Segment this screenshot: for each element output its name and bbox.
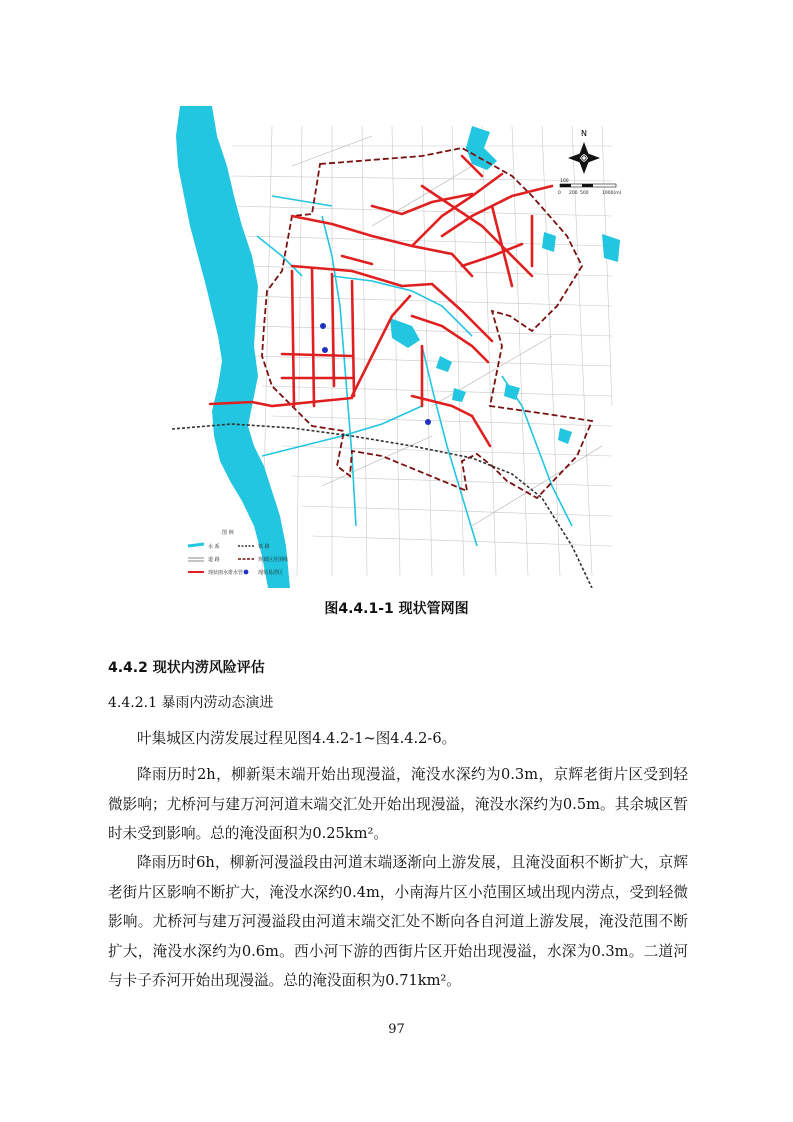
north-arrow-icon	[568, 129, 600, 174]
scale-tick-0: 0	[558, 191, 561, 196]
legend-item-water	[188, 543, 220, 550]
svg-text:现状易涝区: 现状易涝区	[258, 570, 284, 576]
pipe-network-map	[172, 106, 624, 588]
svg-text:现状雨水排水管: 现状雨水排水管	[208, 570, 244, 576]
legend-title: 图 例	[222, 530, 234, 536]
svg-text:道 路: 道 路	[208, 557, 220, 563]
scale-top-label: 100	[560, 179, 569, 184]
scale-tick-2: 500	[580, 191, 589, 196]
legend-item-railway	[238, 543, 270, 550]
paragraph-2: 降雨历时2h，柳新渠末端开始出现漫溢，淹没水深约为0.3m，京辉老街片区受到轻微影响；尤桥河与建万河河道末端交汇处开始出现漫溢，淹没水深约为0.5m。其余城区暂时未受到影响。总的淹没面积为0.25km²。	[108, 766, 688, 843]
storm-pipes	[210, 156, 552, 446]
page-number: 97	[388, 1022, 405, 1037]
svg-text:规划区范围线: 规划区范围线	[258, 557, 289, 563]
scale-tick-3: 1000(m)	[602, 191, 622, 196]
legend-item-waterlogging	[244, 569, 283, 576]
figure-caption: 图4.4.1-1 现状管网图	[324, 601, 469, 617]
north-label: N	[581, 129, 587, 138]
legend-item-pipe	[188, 569, 243, 576]
svg-text:铁 路: 铁 路	[258, 544, 270, 550]
section-heading	[108, 657, 265, 677]
river-left	[176, 106, 290, 588]
legend-item-road	[188, 556, 220, 563]
paragraph-1: 叶集城区内涝发展过程见图4.4.2-1~图4.4.2-6。	[137, 730, 457, 747]
subsection-title: 暴雨内涝动态演进	[161, 695, 274, 711]
subsection-heading	[108, 692, 273, 712]
subsection-number: 4.4.2.1	[108, 695, 157, 711]
map-figure	[172, 106, 624, 588]
svg-text:水 系: 水 系	[208, 544, 220, 550]
section-number: 4.4.2	[108, 660, 148, 676]
scale-tick-1: 200	[569, 191, 578, 196]
section-title: 现状内涝风险评估	[152, 660, 265, 676]
paragraph-3: 降雨历时6h，柳新河漫溢段由河道末端逐渐向上游发展，且淹没面积不断扩大，京辉老街片区影响不断扩大，淹没水深约0.4m，小南海片区小范围区域出现内涝点，受到轻微影响。尤桥河与建万河漫溢段由河道末端交汇处不断向各自河道上游发展，淹没范围不断扩大，淹没水深约为0.6m。西小河下游的西街片区开始出现漫溢，水深为0.3m。二道河与卡子乔河开始出现漫溢。总的淹没面积为0.71km²。	[108, 854, 688, 990]
legend-item-boundary	[238, 556, 288, 563]
